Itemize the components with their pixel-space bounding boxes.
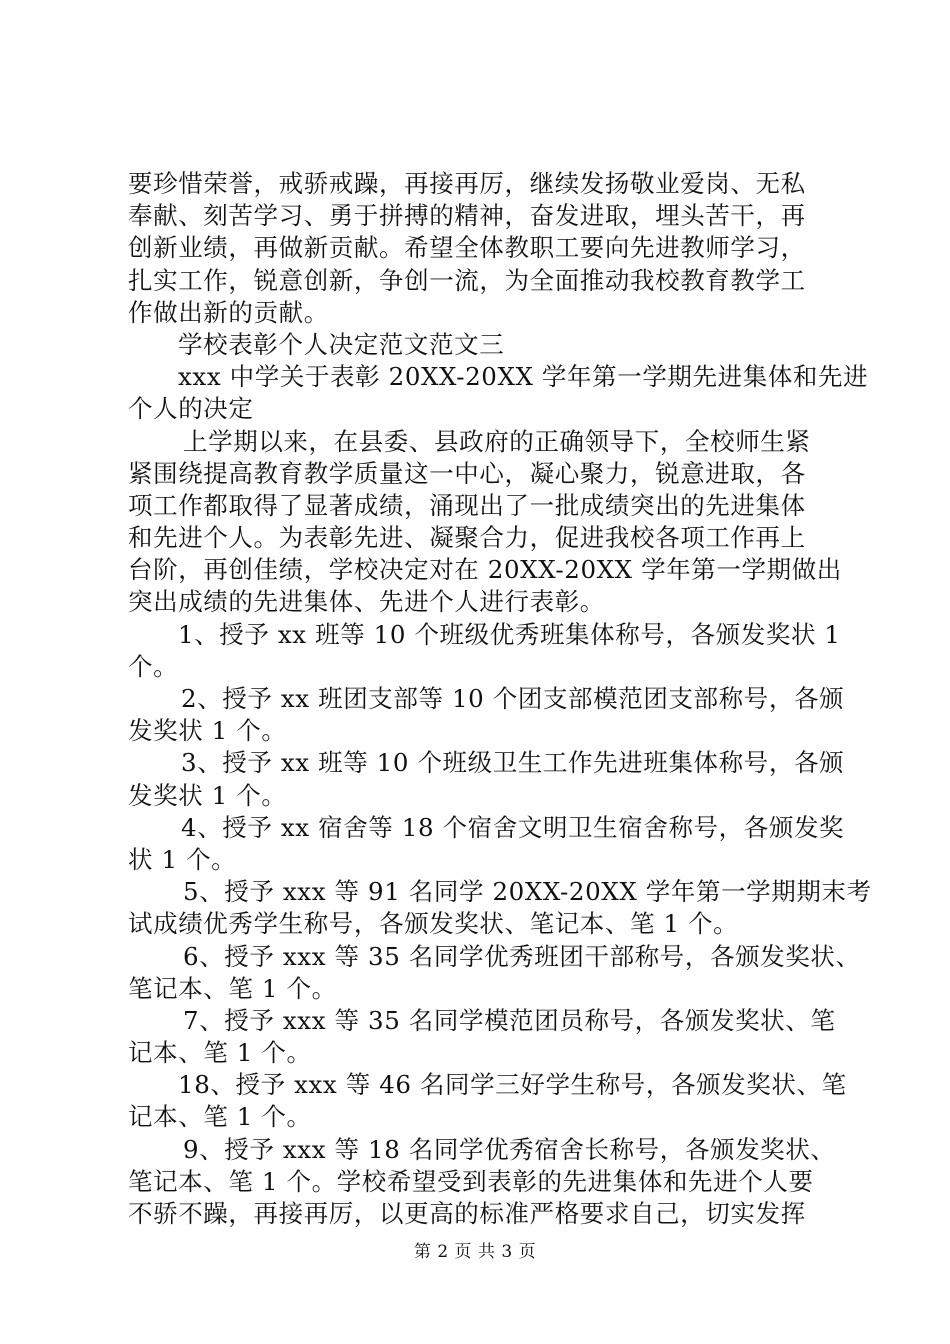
list-item: 4、授予 xx 宿舍等 18 个宿舍文明卫生宿舍称号，各颁发奖 [181, 812, 845, 842]
list-item-continued: 笔记本、笔 1 个。 [128, 973, 337, 1003]
list-item: 3、授予 xx 班等 10 个班级卫生工作先进班集体称号，各颁 [181, 748, 845, 778]
document-body [128, 168, 872, 1230]
text-line: 台阶，再创佳绩，学校决定对在 20XX-20XX 学年第一学期做出 [128, 555, 842, 585]
text-line: 要珍惜荣誉，戒骄戒躁，再接再厉，继续发扬敬业爱岗、无私 [128, 169, 806, 198]
text-line: 创新业绩，再做新贡献。希望全体教职工要向先进教师学习， [128, 233, 806, 263]
list-item: 5、授予 xxx 等 91 名同学 20XX-20XX 学年第一学期期末考 [183, 877, 872, 907]
list-item-continued: 个。 [128, 651, 179, 681]
text-line: 奉献、刻苦学习、勇于拼搏的精神，奋发进取，埋头苦干，再 [128, 201, 806, 231]
text-line: 和先进个人。为表彰先进、凝聚合力，促进我校各项工作再上 [128, 523, 806, 553]
list-item: 9、授予 xxx 等 18 名同学优秀宿舍长称号，各颁发奖状、 [183, 1134, 836, 1164]
list-item-continued: 试成绩优秀学生称号，各颁发奖状、笔记本、笔 1 个。 [128, 909, 739, 939]
list-item: 18、授予 xxx 等 46 名同学三好学生称号，各颁发奖状、笔 [178, 1070, 847, 1100]
text-line: 项工作都取得了显著成绩，涌现出了一批成绩突出的先进集体 [128, 490, 806, 520]
page-number-footer: 第 2 页 共 3 页 [413, 1242, 537, 1262]
list-item: 7、授予 xxx 等 35 名同学模范团员称号，各颁发奖状、笔 [183, 1005, 836, 1035]
list-item-continued: 发奖状 1 个。 [128, 780, 287, 810]
list-item-continued: 记本、笔 1 个。 [128, 1038, 312, 1068]
text-line: 笔记本、笔 1 个。学校希望受到表彰的先进集体和先进个人要 [128, 1166, 814, 1196]
list-item-continued: 发奖状 1 个。 [128, 716, 287, 746]
text-line: 不骄不躁，再接再厉，以更高的标准严格要求自己，切实发挥 [128, 1199, 806, 1228]
list-item: 6、授予 xxx 等 35 名同学优秀班团干部称号，各颁发奖状、 [183, 941, 861, 971]
list-item-continued: 状 1 个。 [128, 844, 237, 874]
list-item-continued: 记本、笔 1 个。 [128, 1102, 312, 1132]
list-item: 2、授予 xx 班团支部等 10 个团支部模范团支部称号，各颁 [181, 684, 845, 713]
text-line: 扎实工作，锐意创新，争创一流，为全面推动我校教育教学工 [128, 265, 806, 295]
document-title: xxx 中学关于表彰 20XX-20XX 学年第一学期先进集体和先进 [178, 362, 869, 392]
text-line: 上学期以来，在县委、县政府的正确领导下，全校师生紧 [183, 426, 811, 456]
text-line: 紧围绕提高教育教学质量这一中心，凝心聚力，锐意进取，各 [128, 458, 806, 488]
text-line: 突出成绩的先进集体、先进个人进行表彰。 [128, 587, 605, 617]
section-heading: 学校表彰个人决定范文范文三 [178, 329, 505, 359]
document-title-continued: 个人的决定 [128, 394, 254, 424]
text-line: 作做出新的贡献。 [128, 297, 329, 327]
list-item: 1、授予 xx 班等 10 个班级优秀班集体称号，各颁发奖状 1 [178, 619, 841, 649]
